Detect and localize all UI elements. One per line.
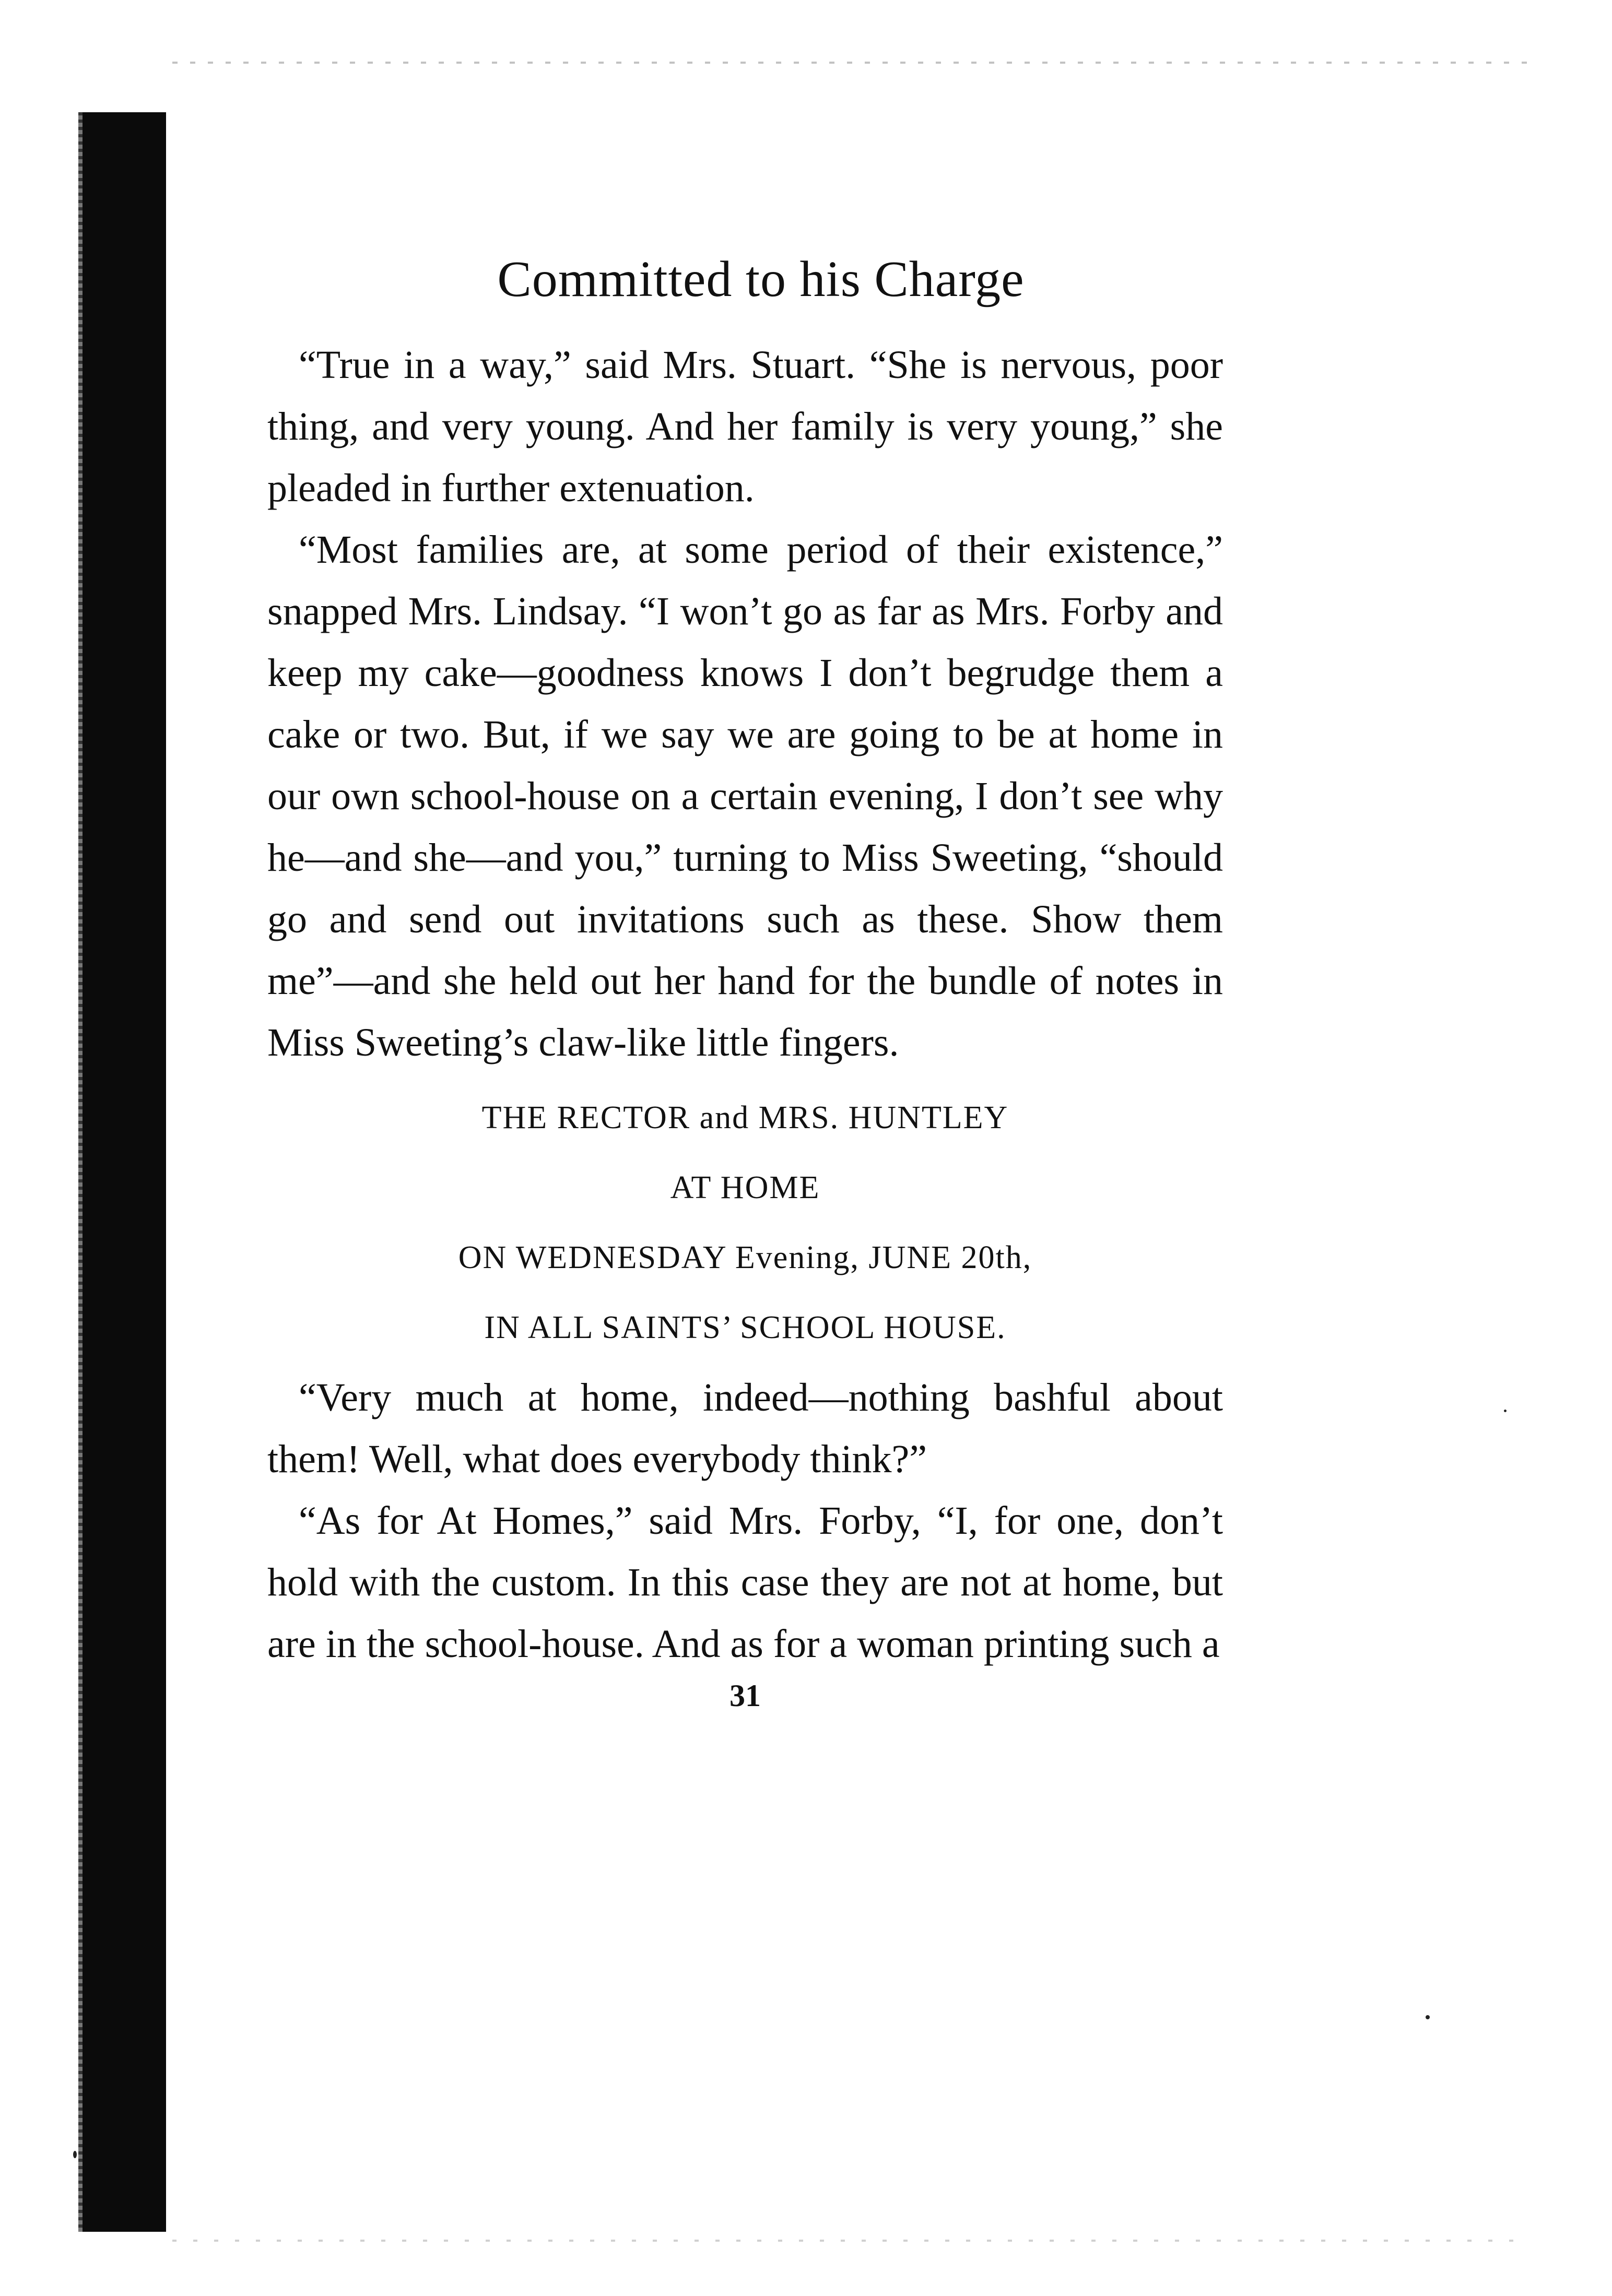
paragraph: “As for At Homes,” said Mrs. Forby, “I, for one, don’t hold with the custom. In this case they are not at home, but are in the school-house. And as for a woman printing such a [267, 1499, 1223, 1666]
invitation-line-at-home: AT HOME [670, 1170, 820, 1205]
invitation-line-place: IN ALL SAINTS’ SCHOOL HOUSE. [484, 1310, 1006, 1345]
running-head: Committed to his Charge [497, 251, 1025, 307]
scan-artifact-top [172, 62, 1530, 64]
binding-shadow-strip [83, 112, 166, 2232]
paragraph: “True in a way,” said Mrs. Stuart. “She is nervous, poor thing, and very young. And her family is very young,” she pleaded in further extenuation. [267, 343, 1223, 510]
page-number: 31 [729, 1678, 761, 1713]
invitation-line-date: ON WEDNESDAY Evening, JUNE 20th, [458, 1240, 1032, 1275]
scan-speck [73, 2151, 77, 2158]
scan-artifact-bottom [172, 2240, 1530, 2242]
invitation-line-hosts: THE RECTOR and MRS. HUNTLEY [481, 1100, 1009, 1135]
book-page [267, 245, 1223, 1717]
scan-speck [1426, 2015, 1430, 2019]
paragraph: “Most families are, at some period of their existence,” snapped Mrs. Lindsay. “I won’t go as far as Mrs. Forby and keep my cake—goodness knows I don’t begrudge them a cake or two. But, if we say we are going to be at home in our own school-house on a certain evening, I don’t see why he—and she—and you,” turning to Miss Sweeting, “should go and send out invitations such as these. Show them me”—and she held out her hand for the bundle of notes in Miss Sweeting’s claw-like little fingers. [267, 528, 1223, 1064]
scan-speck [1504, 1410, 1507, 1412]
paragraph: “Very much at home, indeed—nothing bashful about them! Well, what does everybody think?” [267, 1376, 1223, 1481]
